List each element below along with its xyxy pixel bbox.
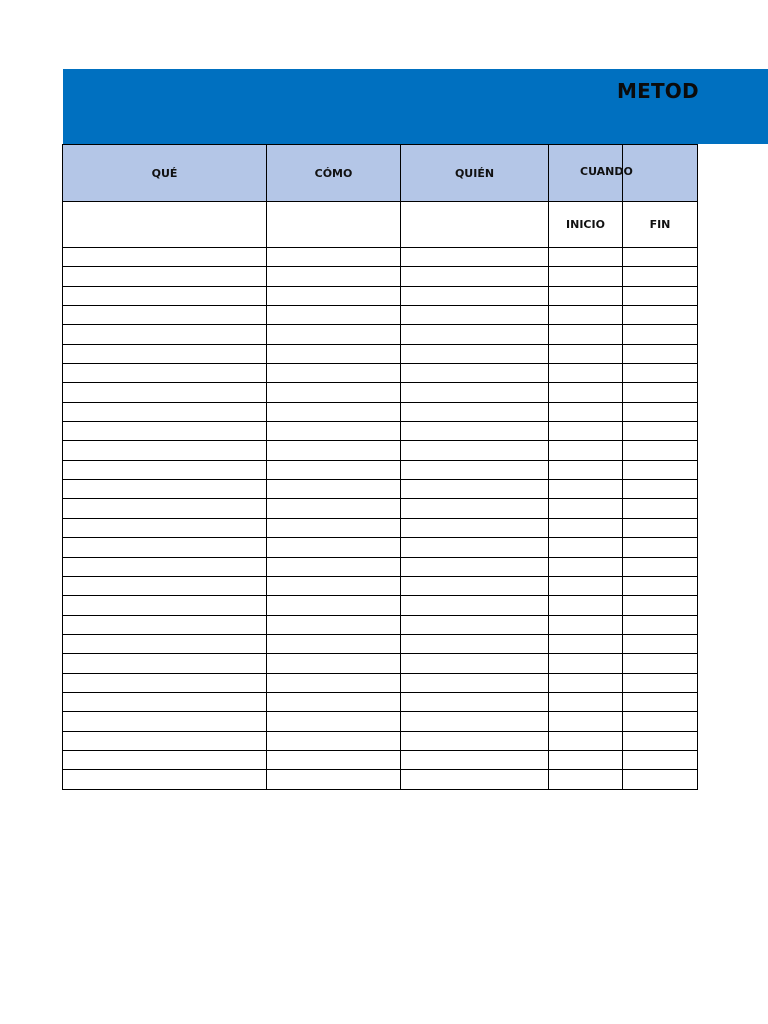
header-como[interactable]: CÓMO — [267, 145, 401, 202]
table-row — [63, 750, 698, 769]
cell-inicio[interactable] — [549, 383, 623, 402]
cell-inicio[interactable] — [549, 654, 623, 673]
cell-que[interactable] — [63, 344, 267, 363]
cell-como[interactable] — [267, 460, 401, 479]
cell-inicio[interactable] — [549, 306, 623, 325]
cell-quien[interactable] — [401, 770, 549, 789]
cell-como[interactable] — [267, 557, 401, 576]
cell-quien[interactable] — [401, 383, 549, 402]
table-row — [63, 712, 698, 731]
cell-fin[interactable] — [623, 402, 698, 421]
cell-fin[interactable] — [623, 615, 698, 634]
cell-como[interactable] — [267, 248, 401, 267]
cell-que[interactable] — [63, 460, 267, 479]
cell-que[interactable] — [63, 770, 267, 789]
cell-que[interactable] — [63, 634, 267, 653]
header-que[interactable]: QUÉ — [63, 145, 267, 202]
cell-quien[interactable] — [401, 306, 549, 325]
cell-inicio[interactable] — [549, 692, 623, 711]
cell-que[interactable] — [63, 383, 267, 402]
cell-que[interactable] — [63, 248, 267, 267]
cell-fin[interactable] — [623, 750, 698, 769]
header-row — [63, 145, 698, 202]
cell-quien[interactable] — [401, 325, 549, 344]
cell-inicio[interactable] — [549, 750, 623, 769]
table-row — [63, 460, 698, 479]
cell-que[interactable] — [63, 731, 267, 750]
cell-inicio[interactable] — [549, 576, 623, 595]
subheader-fin[interactable]: FIN — [623, 202, 698, 248]
header-cuando[interactable] — [549, 145, 633, 202]
cell-que[interactable] — [63, 538, 267, 557]
cell-inicio[interactable] — [549, 267, 623, 286]
cell-quien[interactable] — [401, 731, 549, 750]
cell-fin[interactable] — [623, 441, 698, 460]
header-cuando-merged[interactable] — [623, 145, 698, 202]
cell-inicio[interactable] — [549, 499, 623, 518]
table-row — [63, 615, 698, 634]
cell-inicio[interactable] — [549, 673, 623, 692]
cell-quien[interactable] — [401, 750, 549, 769]
cell-inicio[interactable] — [549, 731, 623, 750]
table-row — [63, 325, 698, 344]
cell-fin[interactable] — [623, 557, 698, 576]
table-row — [63, 692, 698, 711]
table-row — [63, 441, 698, 460]
cell-inicio[interactable] — [549, 286, 623, 305]
cell-como[interactable] — [267, 422, 401, 441]
cell-fin[interactable] — [623, 480, 698, 499]
sheet-title: METOD — [617, 79, 699, 103]
cell-inicio[interactable] — [549, 441, 623, 460]
table-row — [63, 634, 698, 653]
cell-que[interactable] — [63, 306, 267, 325]
table-row — [63, 344, 698, 363]
table-row — [63, 248, 698, 267]
table-row — [63, 654, 698, 673]
cell-fin[interactable] — [623, 576, 698, 595]
cell-como[interactable] — [267, 576, 401, 595]
cell-quien[interactable] — [401, 248, 549, 267]
table-row — [63, 480, 698, 499]
cell-fin[interactable] — [623, 325, 698, 344]
cell-quien[interactable] — [401, 286, 549, 305]
cell-como[interactable] — [267, 654, 401, 673]
cell-que[interactable] — [63, 596, 267, 615]
cell-fin[interactable] — [623, 460, 698, 479]
cell-quien[interactable] — [401, 615, 549, 634]
cell-quien[interactable] — [401, 712, 549, 731]
table-row — [63, 538, 698, 557]
cell-como[interactable] — [267, 364, 401, 383]
cell-como[interactable] — [267, 306, 401, 325]
cell-inicio[interactable] — [549, 518, 623, 537]
cell-inicio[interactable] — [549, 596, 623, 615]
table-row — [63, 383, 698, 402]
cell-como[interactable] — [267, 518, 401, 537]
table-row — [63, 306, 698, 325]
table-row — [63, 770, 698, 789]
cell-que[interactable] — [63, 364, 267, 383]
cell-como[interactable] — [267, 615, 401, 634]
cell-quien[interactable] — [401, 692, 549, 711]
cell-quien[interactable] — [401, 654, 549, 673]
cell-inicio[interactable] — [549, 460, 623, 479]
cell-quien[interactable] — [401, 422, 549, 441]
cell-fin[interactable] — [623, 538, 698, 557]
cell-inicio[interactable] — [549, 480, 623, 499]
cell-fin[interactable] — [623, 267, 698, 286]
cell-que[interactable] — [63, 615, 267, 634]
cell-que[interactable] — [63, 499, 267, 518]
cell-fin[interactable] — [623, 248, 698, 267]
cell-como[interactable] — [267, 286, 401, 305]
cell-como[interactable] — [267, 480, 401, 499]
cell-que[interactable] — [63, 654, 267, 673]
cell-inicio[interactable] — [549, 538, 623, 557]
cell-inicio[interactable] — [549, 615, 623, 634]
table-row — [63, 499, 698, 518]
cell-como[interactable] — [267, 596, 401, 615]
cell-inicio[interactable] — [549, 422, 623, 441]
cell-fin[interactable] — [623, 364, 698, 383]
cell-inicio[interactable] — [549, 402, 623, 421]
cell-inicio[interactable] — [549, 248, 623, 267]
cell-fin[interactable] — [623, 306, 698, 325]
table-row — [63, 267, 698, 286]
cell-quien[interactable] — [401, 518, 549, 537]
cell-que[interactable] — [63, 267, 267, 286]
cell-quien[interactable] — [401, 344, 549, 363]
table-row — [63, 576, 698, 595]
cell-fin[interactable] — [623, 499, 698, 518]
header-cuando-label: CUANDO — [580, 165, 633, 178]
cell-fin[interactable] — [623, 634, 698, 653]
cell-fin[interactable] — [623, 673, 698, 692]
cell-quien[interactable] — [401, 596, 549, 615]
cell-fin[interactable] — [623, 770, 698, 789]
cell-fin[interactable] — [623, 286, 698, 305]
table-row — [63, 518, 698, 537]
cell-como[interactable] — [267, 383, 401, 402]
action-plan-table — [62, 144, 698, 790]
cell-que[interactable] — [63, 518, 267, 537]
cell-como[interactable] — [267, 538, 401, 557]
cell-como[interactable] — [267, 731, 401, 750]
cell-quien[interactable] — [401, 480, 549, 499]
cell-que[interactable] — [63, 692, 267, 711]
cell-inicio[interactable] — [549, 712, 623, 731]
cell-como[interactable] — [267, 770, 401, 789]
subheader-row — [63, 202, 698, 248]
cell-que[interactable] — [63, 422, 267, 441]
cell-como[interactable] — [267, 344, 401, 363]
cell-que[interactable] — [63, 576, 267, 595]
cell-que[interactable] — [63, 750, 267, 769]
table-row — [63, 557, 698, 576]
cell-como[interactable] — [267, 712, 401, 731]
cell-quien[interactable] — [401, 634, 549, 653]
header-quien[interactable]: QUIÉN — [401, 145, 549, 202]
cell-fin[interactable] — [623, 731, 698, 750]
cell-quien[interactable] — [401, 557, 549, 576]
cell-fin[interactable] — [623, 518, 698, 537]
cell-como[interactable] — [267, 750, 401, 769]
cell-inicio[interactable] — [549, 557, 623, 576]
cell-quien[interactable] — [401, 267, 549, 286]
table-row — [63, 286, 698, 305]
cell-inicio[interactable] — [549, 770, 623, 789]
cell-fin[interactable] — [623, 596, 698, 615]
cell-fin[interactable] — [623, 654, 698, 673]
cell-que[interactable] — [63, 557, 267, 576]
table-row — [63, 422, 698, 441]
cell-que[interactable] — [63, 712, 267, 731]
cell-inicio[interactable] — [549, 325, 623, 344]
cell-que[interactable] — [63, 673, 267, 692]
table-row — [63, 402, 698, 421]
cell-que-sub[interactable] — [63, 202, 267, 248]
cell-como-sub[interactable] — [267, 202, 401, 248]
cell-como[interactable] — [267, 673, 401, 692]
cell-quien-sub[interactable] — [401, 202, 549, 248]
cell-inicio[interactable] — [549, 364, 623, 383]
table-row — [63, 596, 698, 615]
cell-como[interactable] — [267, 325, 401, 344]
cell-quien[interactable] — [401, 364, 549, 383]
cell-fin[interactable] — [623, 712, 698, 731]
cell-como[interactable] — [267, 692, 401, 711]
cell-que[interactable] — [63, 441, 267, 460]
cell-fin[interactable] — [623, 344, 698, 363]
cell-quien[interactable] — [401, 441, 549, 460]
subheader-inicio[interactable]: INICIO — [549, 202, 623, 248]
cell-fin[interactable] — [623, 692, 698, 711]
table-row — [63, 673, 698, 692]
cell-como[interactable] — [267, 402, 401, 421]
cell-que[interactable] — [63, 325, 267, 344]
cell-que[interactable] — [63, 480, 267, 499]
cell-quien[interactable] — [401, 499, 549, 518]
cell-como[interactable] — [267, 267, 401, 286]
table-row — [63, 364, 698, 383]
table-row — [63, 731, 698, 750]
cell-como[interactable] — [267, 499, 401, 518]
cell-quien[interactable] — [401, 576, 549, 595]
cell-inicio[interactable] — [549, 634, 623, 653]
cell-quien[interactable] — [401, 673, 549, 692]
cell-fin[interactable] — [623, 383, 698, 402]
cell-quien[interactable] — [401, 460, 549, 479]
cell-fin[interactable] — [623, 422, 698, 441]
cell-que[interactable] — [63, 402, 267, 421]
cell-inicio[interactable] — [549, 344, 623, 363]
cell-quien[interactable] — [401, 402, 549, 421]
cell-como[interactable] — [267, 634, 401, 653]
cell-quien[interactable] — [401, 538, 549, 557]
cell-que[interactable] — [63, 286, 267, 305]
cell-como[interactable] — [267, 441, 401, 460]
